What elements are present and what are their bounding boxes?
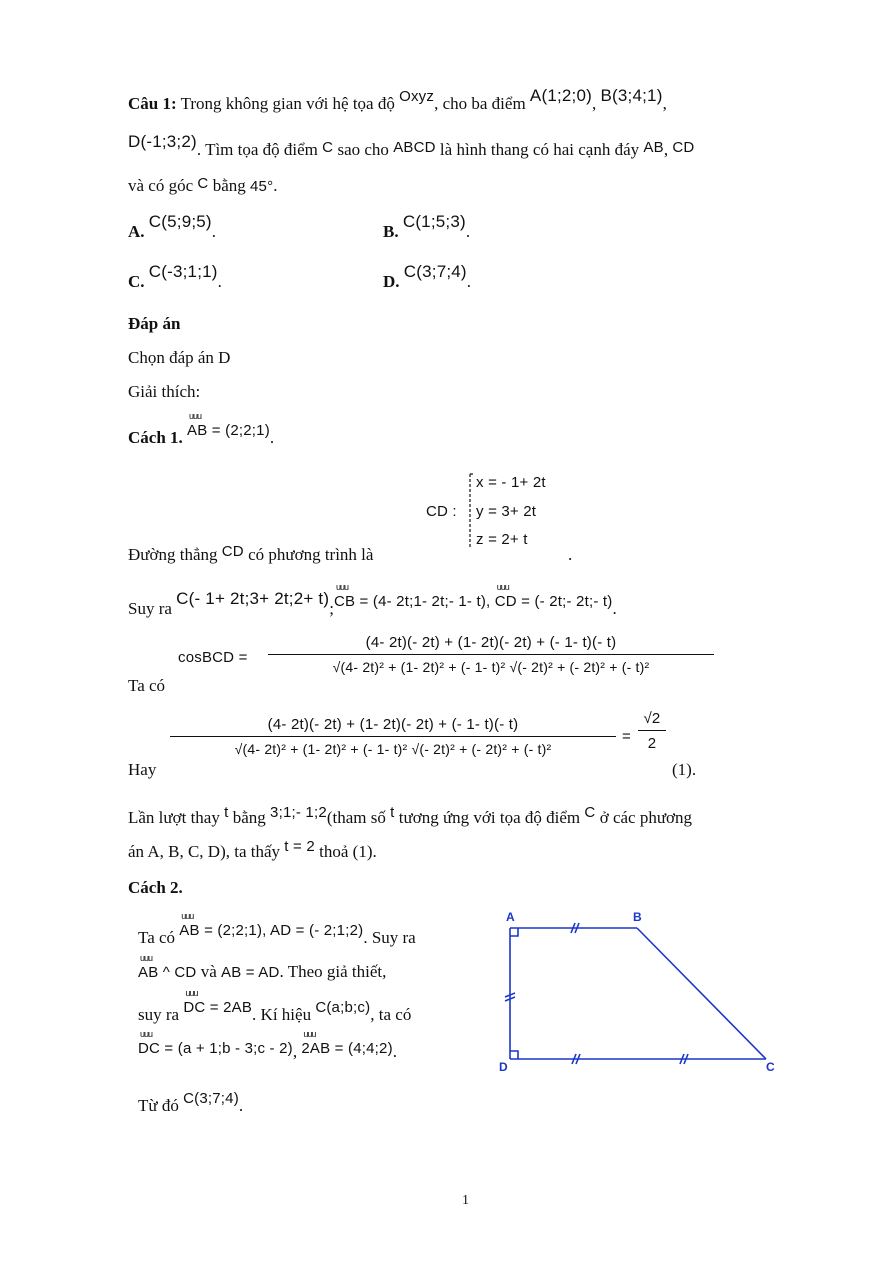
right-angle-a-icon [510,928,518,936]
vector-2ab: uuu 2AB = (4;4;2) [301,1040,392,1057]
edge-cd: CD [672,139,695,156]
line-cd-end: có phương trình là [248,545,374,564]
taco-text: Ta có [128,676,166,695]
option-b-label: B. [383,222,399,241]
option-a-label: A. [128,222,145,241]
line-cd-name: CD [221,543,244,560]
sub-text-7: thoả (1). [319,842,377,861]
hay-fraction [170,716,616,757]
ab-equals-ad: AB = AD [221,964,280,981]
sub-text-6: án A, B, C, D), ta thấy [128,842,281,861]
param-prefix: CD : [426,503,457,520]
sub-text-2: bằng [232,808,266,827]
line-cd-text: Đường thẳng [128,545,218,564]
dc-equals-2ab: uuu DC = 2AB [183,999,252,1016]
question-label: Câu 1: [128,94,177,113]
page-number: 1 [462,1193,469,1208]
sub-text-5: ở các phương [599,808,693,827]
question-line-1: Câu 1: Trong không gian với hệ tọa độ Oxyz, cho ba điểm A(1;2;0), B(3;4;1), [128,86,667,113]
point-a: A(1;2;0) [529,86,592,105]
m2-va: và [200,962,217,981]
m2-suyra: . Suy ra [363,928,416,947]
option-b-value: C(1;5;3) [402,212,466,231]
method2-line-1 [138,922,416,948]
method1-label: Cách 1. [128,428,183,447]
cos-denominator: √(4- 2t)² + (1- 2t)² + (- 1- t)² √(- 2t)² + (- 2t)² + (- t)² [332,659,650,675]
param-eq-z: z = 2+ t [476,531,528,548]
rhs-denominator: 2 [647,735,657,752]
point-c: C [322,139,334,156]
label-d: D [499,1060,508,1074]
label-c: C [766,1060,775,1074]
edge-ab: AB [643,139,664,156]
m2-taco: Ta có [138,928,176,947]
m2-kihieu: . Kí hiệu [252,1005,312,1024]
coordinate-system: Oxyz [399,88,435,105]
angle-vertex-c: C [197,175,209,192]
result-c: C(3;7;4) [183,1090,239,1107]
option-b: B. C(1;5;3). [383,212,471,241]
question-text-5: và có góc [128,176,194,195]
brace-icon [463,472,475,552]
question-text-6: bằng [212,176,246,195]
param-eq-x: x = - 1+ 2t [476,474,546,491]
method2-line-4: uuu DC = (a + 1;b - 3;c - 2), uuu 2AB = (4;4;2). [138,1042,397,1062]
suyra-text: Suy ra [128,599,172,618]
label-a: A [506,910,515,924]
angle-value: 45° [249,178,274,195]
t-equals-2: t = 2 [284,838,315,855]
label-b: B [633,910,642,924]
option-d: D. C(3;7;4). [383,262,472,291]
vector-dc: uuu DC = (a + 1;b - 3;c - 2) [138,1040,293,1057]
param-eq-y: y = 3+ 2t [476,503,537,520]
period: . [568,545,573,564]
sub-text-3: (tham số [326,808,386,827]
quad-abcd: ABCD [393,139,436,156]
vector-cb: uuu CB = (4- 2t;1- 2t;- 1- t), [334,593,491,610]
answer-choice: Chọn đáp án D [128,348,231,367]
option-d-label: D. [383,272,400,291]
question-line-3: và có góc C bằng 45°. [128,175,278,195]
point-c-ref: C [584,804,596,821]
cos-numerator: (4- 2t)(- 2t) + (1- 2t)(- 2t) + (- 1- t)(- t) [365,634,617,651]
cos-lhs: cosBCD = [178,649,248,666]
option-c-label: C. [128,272,145,291]
method2-result: Từ đó C(3;7;4). [138,1090,244,1115]
vector-ab: uuu AB = (2;2;1) [187,422,270,439]
m2-theo: . Theo giả thiết, [279,962,387,981]
question-text: Trong không gian với hệ tọa độ [180,94,395,113]
ab-perp-cd: uuu AB ^ CD [138,964,196,981]
hay-denominator: √(4- 2t)² + (1- 2t)² + (- 1- t)² √(- 2t)² + (- 2t)² + (- t)² [234,741,552,757]
substitution-line-1 [128,804,693,828]
option-c: C. C(-3;1;1). [128,262,222,291]
option-c-value: C(-3;1;1) [148,262,218,281]
method2-line-3 [138,999,412,1025]
point-c-param: C(- 1+ 2t;3+ 2t;2+ t) [176,589,330,608]
vectors-ab-ad: uuu AB = (2;2;1), AD = (- 2;1;2) [179,922,363,939]
m2-suyra-b: suy ra [138,1005,180,1024]
rhs-fraction [638,710,666,752]
edge-bc-line [637,928,766,1059]
option-d-value: C(3;7;4) [403,262,467,281]
hay-text: Hay [128,760,157,779]
sub-text-4: tương ứng với tọa độ điểm [398,808,581,827]
param-t-2: t [390,804,395,821]
right-angle-d-icon [510,1051,518,1059]
cos-fraction [268,634,714,675]
suyra-line: Suy ra C(- 1+ 2t;3+ 2t;2+ t);uuu CB = (4- 2t;1- 2t;- 1- t), uuu CD = (- 2t;- 2t;- t). [128,599,617,619]
point-d: D(-1;3;2) [128,132,197,151]
question-text-4: là hình thang có hai cạnh đáy [439,140,640,159]
line-cd-sentence [128,545,373,565]
question-text-mid: , cho ba điểm [434,94,526,113]
method2-line-2 [138,962,386,982]
method1-line: Cách 1. uuu AB = (2;2;1). [128,428,274,448]
answer-heading: Đáp án [128,314,181,333]
point-b: B(3;4;1) [600,86,663,105]
rhs-numerator: √2 [643,710,661,727]
question-line-2: D(-1;3;2). Tìm tọa độ điểm C sao cho ABCD là hình thang có hai cạnh đáy AB, CD [128,132,695,159]
question-text-2: . Tìm tọa độ điểm [196,140,318,159]
param-t: t [224,804,229,821]
m2-tudo: Từ đó [138,1096,179,1115]
equation-label: (1). [672,760,697,779]
substitution-line-2 [128,838,377,862]
m2-taco2: , ta có [370,1005,412,1024]
vector-cd: uuu CD = (- 2t;- 2t;- t) [495,593,613,610]
option-a-value: C(5;9;5) [148,212,212,231]
answer-explain: Giải thích: [128,382,201,401]
equals-sign: = [622,728,631,745]
hay-numerator: (4- 2t)(- 2t) + (1- 2t)(- 2t) + (- 1- t)(- t) [267,716,519,733]
question-text-3: sao cho [337,140,389,159]
method2-label: Cách 2. [128,878,183,897]
option-a: A. C(5;9;5). [128,212,217,241]
c-abc: C(a;b;c) [315,999,371,1016]
sub-text-1: Lần lượt thay [128,808,220,827]
trapezoid-diagram [490,905,780,1085]
t-values: 3;1;- 1;2 [270,804,327,821]
